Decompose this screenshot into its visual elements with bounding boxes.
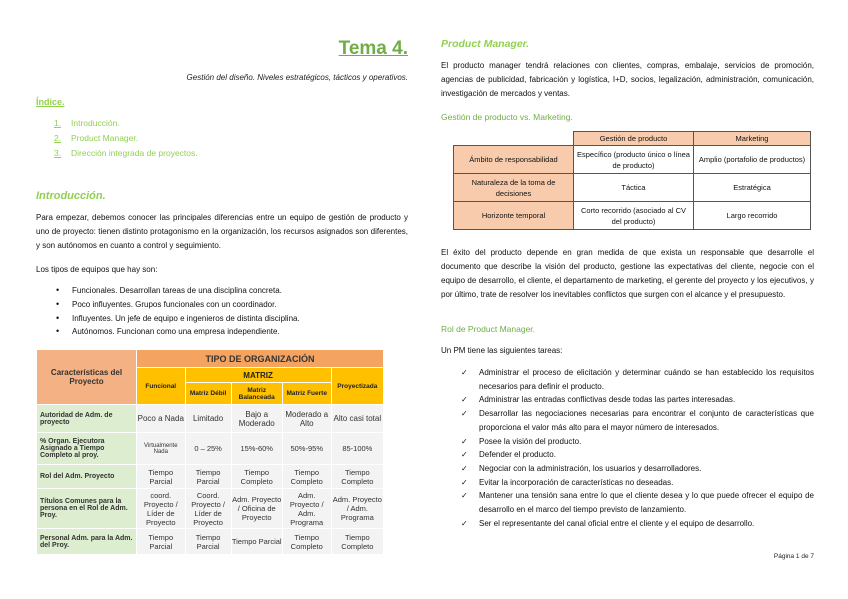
- col-header: Proyectizada: [331, 368, 383, 405]
- index-item[interactable]: 3. Dirección integrada de proyectos.: [54, 148, 198, 158]
- list-item: • Autónomos. Funcionan como una empresa independiente.: [56, 325, 300, 339]
- index-list: [54, 116, 198, 161]
- list-item: ✓ Mantener una tensión sana entre lo que el cliente desea y lo que puede ofrecer el equipo de desarrollo en el marco del tiempo previsto de lanzamiento.: [461, 491, 814, 515]
- table-top-header: TIPO DE ORGANIZACIÓN: [137, 350, 384, 368]
- check-icon: ✓: [461, 491, 468, 501]
- types-intro: Los tipos de equipos que hay son:: [36, 265, 158, 274]
- page-subtitle: Gestión del diseño. Niveles estratégicos, tácticos y operativos.: [186, 73, 408, 82]
- check-icon: ✓: [461, 477, 468, 487]
- col-header: Gestión de producto: [574, 132, 694, 146]
- pm-paragraph: El producto manager tendrá relaciones con clientes, compras, embalaje, servicios de promoción, agencias de publicidad, fabricación y logística, I+D, socios, legalización, administración, comunicación, investigación de mercados y ventas.: [441, 61, 814, 98]
- check-icon: ✓: [461, 395, 468, 405]
- team-types-list: [56, 284, 300, 339]
- table-row: Autoridad de Adm. de proyecto Poco a Nada Limitado Bajo a Moderado Moderado a Alto Alto casi total: [37, 405, 384, 433]
- comparison-table: [453, 131, 811, 230]
- table-row: Títulos Comunes para la persona en el Rol de Adm. Proy. coord. Proyecto / Líder de Proyecto Coord. Proyecto / Líder de Proyecto Adm. Proyecto / Oficina de Proyecto Adm. Proyecto / Adm. Programa Adm. Proyecto / Adm. Programa: [37, 489, 384, 529]
- col-header: Marketing: [694, 132, 811, 146]
- col-header: Funcional: [137, 368, 186, 405]
- table-row: Naturaleza de la toma de decisiones Táctica Estratégica: [454, 174, 811, 202]
- tasks-intro: Un PM tiene las siguientes tareas:: [441, 346, 563, 355]
- list-item: ✓ Desarrollar las negociaciones necesarias para encontrar el conjunto de características que proporciona el valor más alto para el mayor número de interesados.: [461, 409, 814, 432]
- list-item: ✓ Negociar con la administración, los usuarios y desarrolladores.: [461, 462, 814, 476]
- right-column: [441, 0, 814, 599]
- check-icon: ✓: [461, 436, 468, 446]
- table-row: Rol del Adm. Proyecto Tiempo Parcial Tiempo Parcial Tiempo Completo Tiempo Completo Tiempo Completo: [37, 465, 384, 489]
- col-header: Matriz Balanceada: [231, 383, 282, 405]
- page-number: Página 1 de 7: [773, 553, 814, 560]
- comparison-subheading: Gestión de producto vs. Marketing.: [441, 112, 573, 122]
- index-heading: Índice.: [36, 97, 65, 107]
- list-item: • Funcionales. Desarrollan tareas de una disciplina concreta.: [56, 284, 300, 298]
- col-header: Matriz Fuerte: [282, 383, 331, 405]
- table-corner: Características del Proyecto: [37, 350, 137, 405]
- list-item: ✓ Posee la visión del producto.: [461, 435, 814, 449]
- table-row: Personal Adm. para la Adm. del Proy. Tiempo Parcial Tiempo Parcial Tiempo Parcial Tiempo Completo Tiempo Completo: [37, 529, 384, 555]
- pm-role-subheading: Rol de Product Manager.: [441, 324, 536, 334]
- success-paragraph: El éxito del producto depende en gran medida de que exista un responsable que desarrolle el documento que describe la visión del producto, gestione las expectativas del cliente, negocie con el equipo de desarrollo, el cliente, el departamento de marketing, el gerente del proyecto y los ejecutivos, y por último, trate de resolver los inevitables conflictos que surgen con el alcance y el presupuesto.: [441, 248, 814, 299]
- check-icon: ✓: [461, 450, 468, 460]
- index-item[interactable]: 2. Product Manager.: [54, 133, 139, 143]
- table-row: % Organ. Ejecutora Asignado a Tiempo Completo al proy. Virtualmente Nada 0 – 25% 15%-60% 50%-95% 85-100%: [37, 433, 384, 465]
- list-item: ✓ Defender el producto.: [461, 448, 814, 462]
- left-column: [36, 0, 408, 599]
- matriz-header: MATRIZ: [185, 368, 331, 383]
- page-title: Tema 4.: [338, 38, 408, 59]
- list-item: ✓ Ser el representante del canal oficial entre el cliente y el equipo de desarrollo.: [461, 517, 814, 531]
- list-item: • Poco influyentes. Grupos funcionales con un coordinador.: [56, 298, 300, 312]
- table-row: Ámbito de responsabilidad Específico (producto único o línea de producto) Amplio (portafolio de productos): [454, 146, 811, 174]
- product-manager-heading: Product Manager.: [441, 38, 530, 50]
- table-row: Horizonte temporal Corto recorrido (asociado al CV del producto) Largo recorrido: [454, 202, 811, 230]
- col-header: Matriz Débil: [185, 383, 231, 405]
- check-icon: ✓: [461, 409, 468, 419]
- list-item: • Influyentes. Un jefe de equipo e ingenieros de distinta disciplina.: [56, 312, 300, 326]
- check-icon: ✓: [461, 518, 468, 528]
- intro-heading: Introducción.: [36, 190, 106, 202]
- list-item: ✓ Administrar el proceso de elicitación y determinar cuándo se han establecido los requisitos necesarios para definir el producto.: [461, 368, 814, 391]
- intro-paragraph: Para empezar, debemos conocer las principales diferencias entre un equipo de gestión de producto y uno de proyecto: tienen distinto protagonismo en la organización, los recursos asignados son diferentes, y son autónomos en cuanto a control y seguimiento.: [36, 213, 408, 250]
- list-item: ✓ Evitar la incorporación de características no deseadas.: [461, 476, 814, 490]
- check-icon: ✓: [461, 463, 468, 473]
- organization-types-table: [36, 349, 384, 554]
- list-item: ✓ Administrar las entradas conflictivas desde todas las partes interesadas.: [461, 393, 814, 407]
- check-icon: ✓: [461, 368, 468, 377]
- index-item[interactable]: 1. Introducción.: [54, 118, 120, 128]
- pm-tasks-list: [461, 366, 814, 530]
